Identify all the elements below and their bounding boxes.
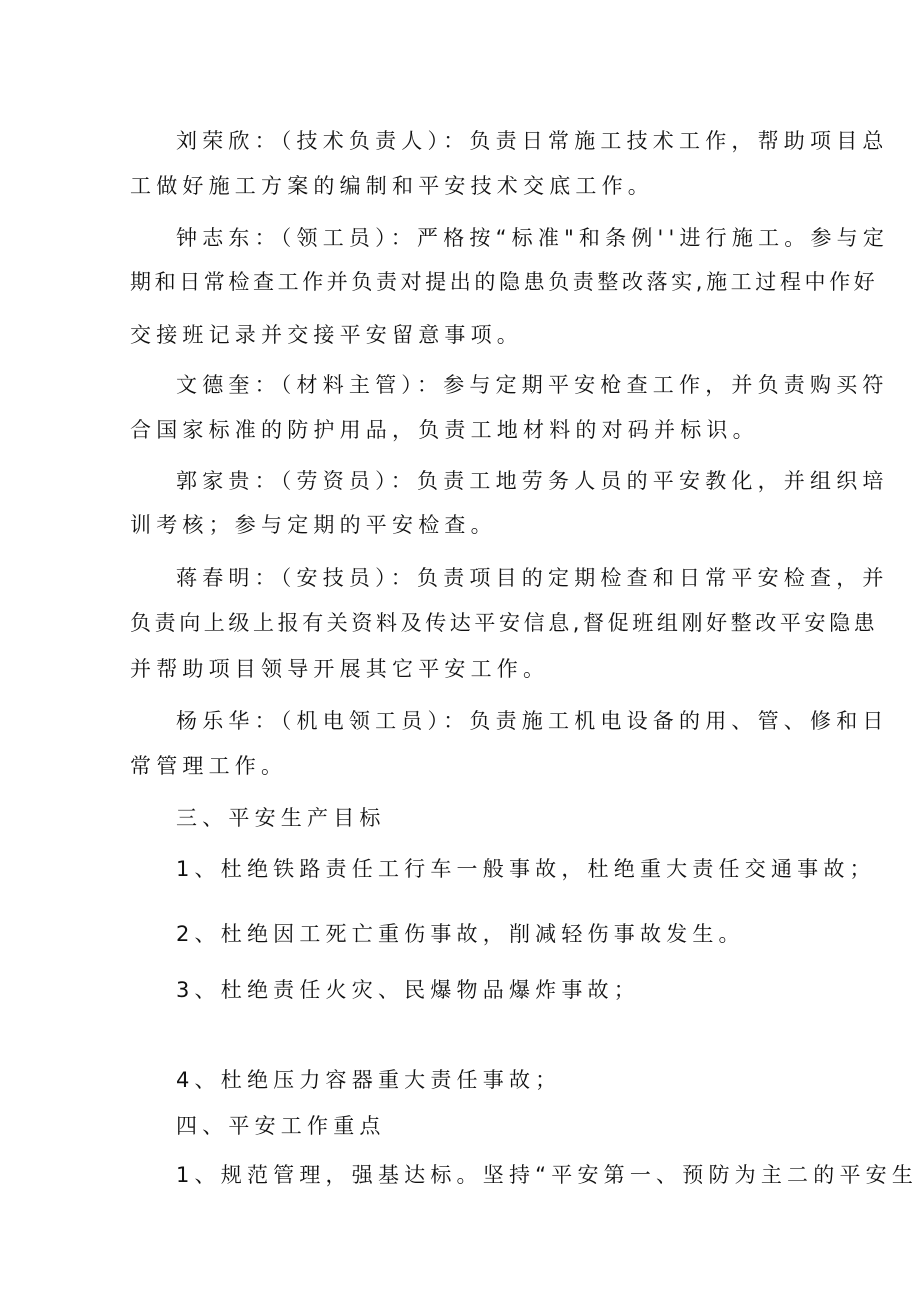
text-line: 训考核；参与定期的平安检查。 [130, 513, 497, 537]
list-item: 1、杜绝铁路责任工行车一般事故，杜绝重大责任交通事故； [176, 857, 876, 881]
list-item: 4、杜绝压力容器重大责任事故； [176, 1068, 562, 1092]
list-item: 2、杜绝因工死亡重伤事故，削减轻伤事故发生。 [176, 922, 745, 946]
section-heading: 三、平安生产目标 [176, 806, 386, 830]
text-line: 工做好施工方案的编制和平安技术交底工作。 [130, 174, 654, 198]
list-item: 1、规范管理，强基达标。坚持“平安第一、预防为主二的平安生 [176, 1163, 919, 1187]
text-line: 并帮助项目领导开展其它平安工作。 [130, 657, 550, 681]
text-line: 杨乐华：（机电领工员）：负责施工机电设备的用、管、修和日 [176, 709, 889, 733]
text-line: 刘荣欣：（技术负责人）：负责日常施工技术工作，帮助项目总 [176, 129, 889, 153]
text-line: 蒋春明：（安技员）：负责项目的定期检查和日常平安检查，并 [176, 566, 889, 590]
text-line: 交接班记录并交接平安留意事项。 [130, 323, 523, 347]
section-heading: 四、平安工作重点 [176, 1114, 386, 1138]
list-item: 3、杜绝责任火灾、民爆物品爆炸事故； [176, 978, 640, 1002]
text-line: 期和日常检查工作并负责对提出的隐患负责整改落实,施工过程中作好 [130, 270, 879, 294]
text-line: 文德奎：（材料主管）：参与定期平安枪查工作，并负责购买符 [176, 373, 889, 397]
text-line: 钟志东：（领工员）：严格按“标准"和条例''进行施工。参与定 [176, 226, 890, 250]
text-line: 常管理工作。 [130, 754, 288, 778]
text-line: 郭家贵：（劳资员）：负责工地劳务人员的平安教化，并组织培 [176, 469, 889, 493]
text-line: 负责向上级上报有关资料及传达平安信息,督促班组刚好整改平安隐患 [130, 611, 879, 635]
text-line: 合国家标准的防护用品，负责工地材料的对码并标识。 [130, 418, 759, 442]
